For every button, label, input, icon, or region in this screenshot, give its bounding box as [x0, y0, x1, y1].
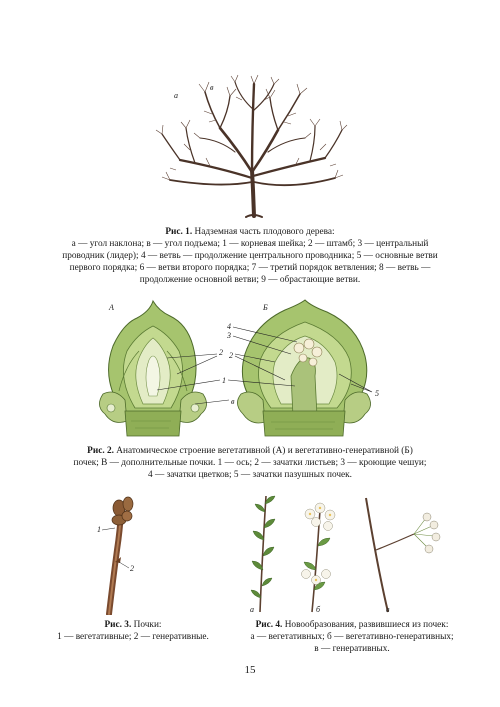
figure-2-label: Рис. 2.	[87, 446, 114, 456]
figure-4-caption	[232, 619, 472, 655]
bud-a-vegetative	[99, 301, 206, 436]
figure-1-caption-line: первого порядка; 6 — ветви второго порядка; 7 — третий порядок ветвления; 8 — ветвь —	[69, 263, 431, 273]
figure-1-caption-line: продолжение основной ветви; 9 — обрастающие ветви.	[139, 275, 361, 285]
fig4-callout-v: в	[386, 605, 390, 614]
fig3-callout-2: 2	[130, 564, 134, 573]
figure-4-shoots-illustration	[238, 490, 453, 615]
figure-2-caption-line: 4 — зачатки цветков; 5 — зачатки пазушных почек.	[147, 470, 353, 480]
callout-3: 3	[227, 331, 231, 340]
callout-5: 5	[375, 389, 379, 398]
figure-3-label: Рис. 3.	[104, 620, 132, 630]
bud-b-vegetative-generative	[237, 300, 370, 436]
panel-a-label: А	[109, 303, 114, 312]
shoot-c-generative	[366, 498, 440, 612]
svg-text:в: в	[210, 83, 214, 92]
page-number: 15	[244, 664, 256, 676]
figure-4-label: Рис. 4.	[255, 620, 283, 630]
figure-1-label: Рис. 1.	[165, 227, 193, 237]
callout-v: в	[231, 397, 235, 406]
figure-1-tree-illustration	[150, 70, 350, 218]
figure-4-title: Новообразования, развившиеся из почек:	[284, 620, 449, 630]
figure-3-caption-line: 1 — вегетативные; 2 — генеративные.	[57, 632, 209, 642]
figure-2-caption	[40, 445, 460, 481]
figure-2-bud-sections	[95, 296, 415, 441]
fig4-callout-a: а	[250, 605, 254, 614]
svg-text:а: а	[174, 91, 178, 100]
panel-b-label: Б	[263, 303, 268, 312]
shoot-a-vegetative	[251, 496, 275, 612]
figure-4-caption-line: а — вегетативных; б — вегетативно-генеративных;	[250, 632, 454, 642]
figure-1-caption-line: а — угол наклона; в — угол подъема; 1 — корневая шейка; 2 — штамб; 3 — центральный	[71, 239, 429, 249]
fig3-callout-1: 1	[97, 525, 101, 534]
figure-1-title: Надземная часть плодового дерева:	[194, 227, 335, 237]
figure-1-caption	[40, 226, 460, 286]
callout-2b: 2	[229, 351, 233, 360]
callout-4: 4	[227, 322, 231, 331]
figure-4-caption-line: в — генеративных.	[314, 644, 390, 654]
shoot-b-vegetative-generative	[302, 503, 336, 612]
figure-3-caption	[28, 619, 238, 643]
figure-2-caption-line: почек; В — дополнительные почки. 1 — ось; 2 — зачатки листьев; 3 — кроющие чешуи;	[73, 458, 427, 468]
figure-1-caption-line: проводник (лидер); 4 — ветвь — продолжение центрального проводника; 5 — основные ветви	[62, 251, 438, 261]
callout-1: 1	[222, 376, 226, 385]
figure-3-title: Почки:	[133, 620, 162, 630]
figure-3-buds-illustration	[95, 490, 155, 615]
fig4-callout-b: б	[316, 605, 321, 614]
callout-2: 2	[219, 348, 223, 357]
figure-2-title: Анатомическое строение вегетативной (А) и вегетативно-генеративной (Б)	[116, 446, 413, 456]
